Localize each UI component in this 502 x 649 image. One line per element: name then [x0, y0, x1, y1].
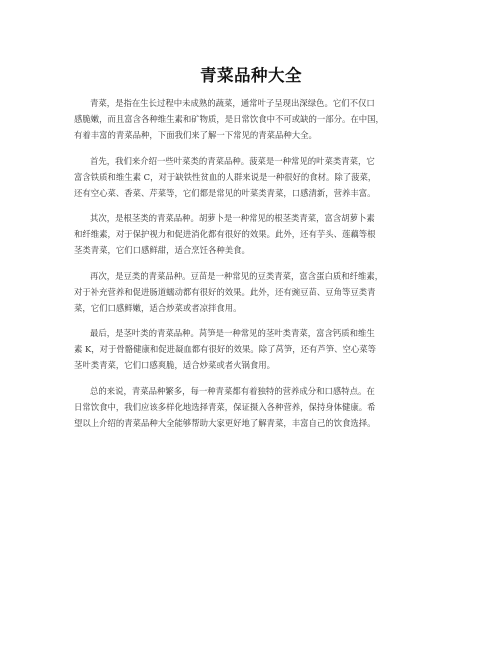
document-body: [74, 95, 436, 440]
paragraph-stem-greens: [74, 325, 436, 374]
paragraph-line: 有着丰富的青菜品种，下面我们来了解一下常见的青菜品种大全。: [74, 130, 317, 141]
paragraph-line: 总的来说，青菜品种繁多，每一种青菜都有着独特的营养成分和口感特点。在: [90, 385, 375, 396]
paragraph-line: 望以上介绍的青菜品种大全能够帮助大家更好地了解青菜，丰富自己的饮食选择。: [74, 417, 376, 428]
page-title: 青菜品种大全: [200, 66, 302, 85]
paragraph-line: 最后，是茎叶类的青菜品种。莴笋是一种常见的茎叶类青菜，富含钙质和维生: [90, 328, 375, 338]
paragraph-line: 富含铁质和维生素 C，对于缺铁性贫血的人群来说是一种很好的食材。除了菠菜，: [74, 171, 377, 182]
paragraph-line: 和纤维素，对于保护视力和促进消化都有很好的效果。此外，还有芋头、莲藕等根: [74, 229, 376, 240]
paragraph-line: 其次，是根茎类的青菜品种。胡萝卜是一种常见的根茎类青菜，富含胡萝卜素: [90, 213, 375, 223]
paragraph-line: 茎类青菜，它们口感鲜甜，适合烹饪各种美食。: [74, 245, 250, 256]
paragraph-line: 感脆嫩，而且富含各种维生素和矿物质，是日常饮食中不可或缺的一部分。在中国，: [74, 114, 384, 125]
paragraph-intro: [74, 95, 436, 144]
paragraph-root-vegetables: [74, 210, 436, 259]
paragraph-line: 日常饮食中，我们应该多样化地选择青菜，保证摄入各种营养，保持身体健康。希: [74, 401, 376, 412]
paragraph-line: 对于补充营养和促进肠道蠕动都有很好的效果。此外，还有豌豆苗、豆角等豆类青: [74, 286, 376, 297]
paragraph-legume-greens: [74, 268, 436, 317]
paragraph-line: 首先，我们来介绍一些叶菜类的青菜品种。菠菜是一种常见的叶菜类青菜，它: [90, 155, 375, 166]
paragraph-line: 素 K，对于骨骼健康和促进凝血都有很好的效果。除了莴笋，还有芦笋、空心菜等: [74, 344, 377, 355]
paragraph-leafy-greens: [74, 153, 436, 202]
paragraph-line: 还有空心菜、香菜、芹菜等，它们都是常见的叶菜类青菜，口感清新，营养丰富。: [74, 187, 376, 198]
paragraph-line: 再次，是豆类的青菜品种。豆苗是一种常见的豆类青菜，富含蛋白质和纤维素，: [90, 270, 384, 281]
paragraph-summary: [74, 383, 436, 432]
paragraph-line: 茎叶类青菜，它们口感爽脆，适合炒菜或者火锅食用。: [74, 360, 275, 371]
paragraph-line: 青菜，是指在生长过程中未成熟的蔬菜，通常叶子呈现出深绿色。它们不仅口: [90, 98, 375, 108]
paragraph-line: 菜，它们口感鲜嫩，适合炒菜或者凉拌食用。: [74, 302, 242, 313]
